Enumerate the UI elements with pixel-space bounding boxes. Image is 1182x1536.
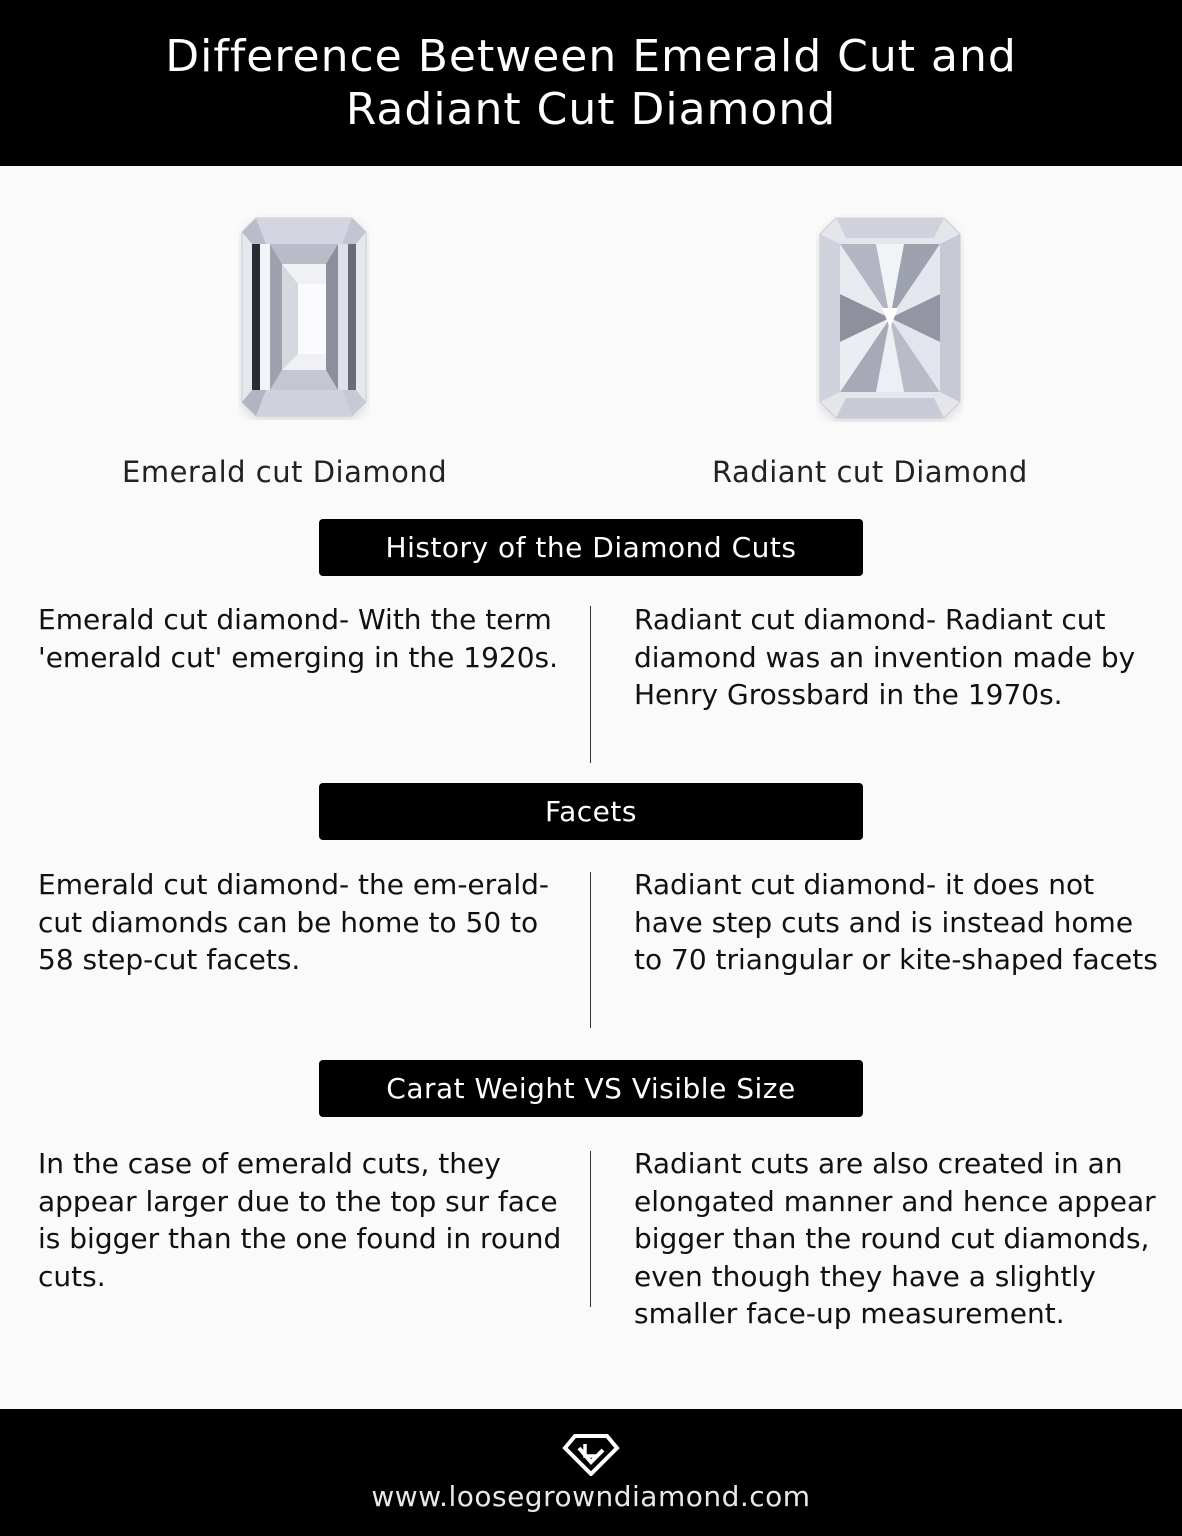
website-url[interactable]: www.loosegrowndiamond.com xyxy=(371,1480,811,1513)
section-header-facets: Facets xyxy=(319,783,863,840)
column-divider xyxy=(590,606,591,763)
header-banner xyxy=(0,0,1182,166)
carat-emerald-text: In the case of emerald cuts, they appear larger due to the top sur face is bigger than the one found in round cuts. xyxy=(38,1147,562,1293)
facets-emerald-text: Emerald cut diamond- the em-erald-cut diamonds can be home to 50 to 58 step-cut facets. xyxy=(38,868,549,976)
section-header-history: History of the Diamond Cuts xyxy=(319,519,863,576)
carat-radiant-text: Radiant cuts are also created in an elongated manner and hence appear bigger than the round cut diamonds, even though they have a slightly smaller face-up measurement. xyxy=(634,1147,1156,1330)
emerald-cut-diamond-image xyxy=(238,214,370,420)
diamond-logo-icon xyxy=(561,1432,621,1476)
column-divider xyxy=(590,872,591,1028)
facets-radiant-text: Radiant cut diamond- it does not have step cuts and is instead home to 70 triangular or kite-shaped facets xyxy=(634,868,1158,976)
page-title: Difference Between Emerald Cut and Radiant Cut Diamond xyxy=(165,31,1017,135)
column-divider xyxy=(590,1151,591,1307)
radiant-cut-caption: Radiant cut Diamond xyxy=(712,455,1028,489)
section-header-carat-weight: Carat Weight VS Visible Size xyxy=(319,1060,863,1117)
history-emerald-text: Emerald cut diamond- With the term 'emerald cut' emerging in the 1920s. xyxy=(38,603,559,674)
emerald-cut-caption: Emerald cut Diamond xyxy=(122,455,448,489)
radiant-cut-diamond-image xyxy=(816,214,964,422)
history-radiant-text: Radiant cut diamond- Radiant cut diamond was an invention made by Henry Grossbard in the 1970s. xyxy=(634,603,1136,711)
